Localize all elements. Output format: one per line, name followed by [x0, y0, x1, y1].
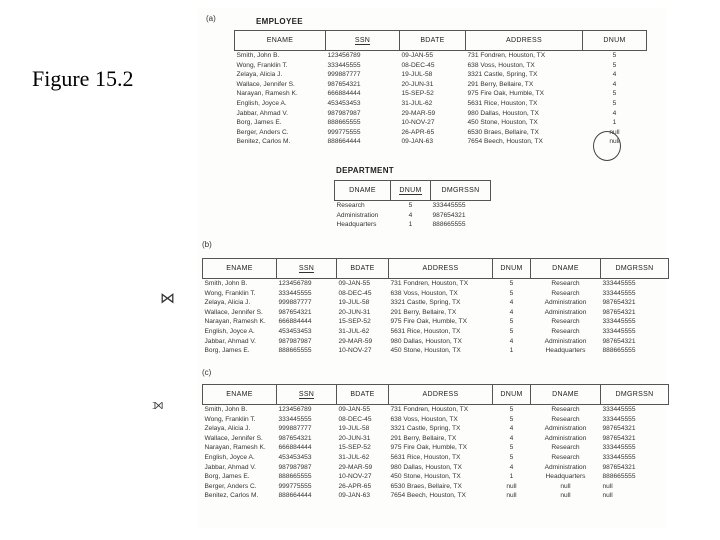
table-cell: 5 [509, 318, 514, 326]
table-cell: 987987987 [278, 337, 312, 345]
table-cell: 888664444 [278, 492, 312, 500]
table-row [335, 220, 491, 230]
col-header: ADDRESS [389, 259, 493, 279]
table-cell: Jabbar, Ahmad V. [236, 109, 288, 117]
table-cell: 333445555 [602, 406, 636, 413]
table-cell: 26-APR-65 [338, 482, 372, 490]
table-cell: Berger, Anders C. [236, 128, 289, 136]
col-header-key [326, 31, 400, 51]
part-b-label: (b) [202, 240, 212, 249]
part-c-label: (c) [202, 368, 212, 377]
table-cell: Headquarters [545, 347, 586, 355]
table-cell: Research [551, 327, 580, 335]
table-cell: Research [551, 406, 580, 413]
table-cell: 5 [509, 406, 514, 413]
figure-title: Figure 15.2 [32, 66, 134, 91]
table-cell: 975 Fire Oak, Humble, TX [390, 318, 467, 326]
table-cell: Administration [544, 308, 587, 316]
table-cell: 987654321 [602, 434, 636, 442]
table-row [203, 337, 669, 347]
table-cell: Smith, John B. [236, 52, 280, 59]
table-cell: Administration [544, 463, 587, 471]
table-cell: 19-JUL-58 [338, 425, 370, 433]
table-cell: Narayan, Ramesh K. [204, 318, 266, 326]
table-row [203, 463, 669, 473]
table-cell: 5 [612, 90, 617, 98]
col-header: DNUM [583, 31, 647, 51]
table-cell: 3321 Castle, Spring, TX [467, 71, 538, 79]
table-cell: Headquarters [336, 221, 377, 229]
table-cell: 975 Fire Oak, Humble, TX [390, 444, 467, 452]
table-cell: 5 [408, 202, 413, 209]
table-cell: 888665555 [278, 347, 312, 355]
table-cell: 638 Voss, Houston, TX [467, 61, 535, 69]
table-cell: 123456789 [278, 280, 312, 287]
table-cell: 980 Dallas, Houston, TX [467, 109, 539, 117]
col-header-label: SSN [298, 391, 315, 398]
table-cell: Wallace, Jennifer S. [236, 80, 295, 88]
table-cell: 987654321 [602, 463, 636, 471]
table-cell: 3321 Castle, Spring, TX [390, 299, 461, 307]
table-cell: Research [551, 444, 580, 452]
col-header: ADDRESS [389, 385, 493, 405]
table-row [203, 424, 669, 434]
table-cell: 29-MAR-59 [338, 337, 373, 345]
table-cell: 6530 Braes, Bellaire, TX [390, 482, 462, 490]
table-cell: 987654321 [278, 434, 312, 442]
col-header: DNAME [531, 259, 601, 279]
col-header-key [277, 385, 337, 405]
table-cell: null [506, 482, 517, 490]
join-result-body [203, 279, 669, 356]
table-cell: Wong, Franklin T. [204, 415, 256, 423]
table-cell: Wallace, Jennifer S. [204, 434, 263, 442]
table-cell: 333445555 [278, 415, 312, 423]
table-cell: 1 [509, 473, 514, 481]
table-cell: 19-JUL-58 [401, 71, 433, 79]
table-cell: Administration [544, 337, 587, 345]
table-cell: 333445555 [278, 289, 312, 297]
table-cell: Borg, James E. [236, 119, 282, 127]
table-cell: Headquarters [545, 473, 586, 481]
table-row [235, 61, 647, 71]
table-cell: 731 Fondren, Houston, TX [390, 406, 469, 413]
table-cell: 333445555 [602, 327, 636, 335]
join-result-table [202, 258, 669, 356]
table-cell: 999887777 [327, 71, 361, 79]
table-row [203, 482, 669, 492]
table-cell: 5 [509, 415, 514, 423]
col-header: ADDRESS [466, 31, 583, 51]
table-cell: 666884444 [327, 90, 361, 98]
table-cell: Narayan, Ramesh K. [236, 90, 298, 98]
table-cell: 4 [612, 109, 617, 117]
table-cell: 333445555 [602, 444, 636, 452]
table-cell: 4 [408, 211, 413, 219]
table-cell: 888665555 [432, 221, 466, 229]
table-cell: null [506, 492, 517, 500]
table-row [335, 201, 491, 211]
col-header: DNAME [335, 181, 391, 201]
table-cell: 5 [612, 99, 617, 107]
table-row [235, 137, 647, 147]
table-cell: 980 Dallas, Houston, TX [390, 463, 462, 471]
table-cell: 980 Dallas, Houston, TX [390, 337, 462, 345]
col-header-key [391, 181, 431, 201]
table-cell: null [609, 128, 620, 136]
table-cell: 987654321 [602, 308, 636, 316]
table-cell: 638 Voss, Houston, TX [390, 289, 458, 297]
table-cell: 999887777 [278, 299, 312, 307]
table-cell: 450 Stone, Houston, TX [390, 473, 461, 481]
table-cell: 731 Fondren, Houston, TX [390, 280, 469, 287]
table-cell: 5 [612, 61, 617, 69]
table-row [203, 298, 669, 308]
outer-join-result-body [203, 405, 669, 501]
table-cell: 333445555 [432, 202, 466, 209]
table-cell: Wallace, Jennifer S. [204, 308, 263, 316]
table-row [203, 346, 669, 356]
table-cell: Zelaya, Alicia J. [204, 299, 251, 307]
col-header: DNAME [531, 385, 601, 405]
table-cell: null [560, 482, 571, 490]
table-cell: 3321 Castle, Spring, TX [390, 425, 461, 433]
table-cell: 888665555 [278, 473, 312, 481]
employee-table-body [235, 51, 647, 147]
table-cell: 08-DEC-45 [401, 61, 435, 69]
table-cell: 987654321 [602, 337, 636, 345]
table-cell: 4 [509, 299, 514, 307]
table-cell: 15-SEP-52 [401, 90, 434, 98]
table-cell: 09-JAN-63 [401, 138, 434, 146]
table-cell: 987654321 [602, 299, 636, 307]
table-cell: Research [336, 202, 365, 209]
table-cell: 4 [509, 434, 514, 442]
table-cell: 999775555 [278, 482, 312, 490]
table-cell: 09-JAN-55 [401, 52, 434, 59]
table-row [235, 51, 647, 61]
table-cell: 987654321 [278, 308, 312, 316]
table-cell: 5 [509, 453, 514, 461]
table-cell: Zelaya, Alicia J. [236, 71, 283, 79]
table-cell: 20-JUN-31 [338, 434, 371, 442]
table-cell: Borg, James E. [204, 347, 250, 355]
table-cell: 29-MAR-59 [401, 109, 436, 117]
table-cell: Narayan, Ramesh K. [204, 444, 266, 452]
table-row [203, 327, 669, 337]
table-cell: English, Joyce A. [204, 327, 255, 335]
table-cell: 7654 Beech, Houston, TX [467, 138, 543, 146]
col-header: DNUM [493, 259, 531, 279]
table-cell: 666884444 [278, 444, 312, 452]
table-cell: 09-JAN-55 [338, 406, 371, 413]
table-row [203, 434, 669, 444]
table-cell: 333445555 [602, 318, 636, 326]
null-values-circle-annotation [593, 131, 621, 161]
table-cell: 5 [509, 327, 514, 335]
table-row [203, 279, 669, 289]
table-cell: 450 Stone, Houston, TX [467, 119, 538, 127]
table-cell: 5631 Rice, Houston, TX [390, 327, 461, 335]
table-cell: 09-JAN-63 [338, 492, 371, 500]
table-cell: 5 [509, 280, 514, 287]
table-cell: 6530 Braes, Bellaire, TX [467, 128, 539, 136]
table-cell: 450 Stone, Houston, TX [390, 347, 461, 355]
table-cell: 975 Fire Oak, Humble, TX [467, 90, 544, 98]
table-cell: Research [551, 318, 580, 326]
employee-table [234, 30, 647, 147]
col-header: DMGRSSN [601, 385, 669, 405]
table-cell: Administration [336, 211, 379, 219]
table-row [203, 491, 669, 501]
table-row [235, 70, 647, 80]
table-row [203, 317, 669, 327]
table-cell: 4 [509, 337, 514, 345]
table-cell: 333445555 [327, 61, 361, 69]
table-cell: 5 [509, 444, 514, 452]
table-cell: 123456789 [327, 52, 361, 59]
table-row [235, 128, 647, 138]
col-header: DMGRSSN [431, 181, 491, 201]
table-cell: 666884444 [278, 318, 312, 326]
table-row [203, 405, 669, 415]
table-cell: Wong, Franklin T. [204, 289, 256, 297]
table-cell: Smith, John B. [204, 280, 248, 287]
table-row [235, 80, 647, 90]
table-cell: 15-SEP-52 [338, 318, 371, 326]
table-cell: 31-JUL-62 [401, 99, 433, 107]
table-cell: 09-JAN-55 [338, 280, 371, 287]
table-cell: 20-JUN-31 [401, 80, 434, 88]
table-cell: 20-JUN-31 [338, 308, 371, 316]
table-cell: 888664444 [327, 138, 361, 146]
table-cell: 10-NOV-27 [338, 473, 372, 481]
table-row [203, 415, 669, 425]
col-header-label: DNUM [399, 187, 422, 194]
table-cell: 08-DEC-45 [338, 415, 372, 423]
table-cell: 291 Berry, Bellaire, TX [390, 308, 457, 316]
table-cell: 1 [509, 347, 514, 355]
table-cell: Administration [544, 425, 587, 433]
table-cell: Research [551, 280, 580, 287]
table-row [235, 89, 647, 99]
table-row [235, 118, 647, 128]
table-cell: 4 [612, 80, 617, 88]
table-cell: 999775555 [327, 128, 361, 136]
table-cell: Jabbar, Ahmad V. [204, 463, 256, 471]
table-cell: Jabbar, Ahmad V. [204, 337, 256, 345]
natural-join-symbol: ⋈ [160, 290, 175, 307]
table-cell: 638 Voss, Houston, TX [390, 415, 458, 423]
table-cell: 31-JUL-62 [338, 453, 370, 461]
table-cell: Borg, James E. [204, 473, 250, 481]
department-table-body [335, 201, 491, 230]
table-cell: Research [551, 415, 580, 423]
table-cell: 1 [408, 221, 413, 229]
table-row [203, 289, 669, 299]
table-cell: Wong, Franklin T. [236, 61, 288, 69]
col-header: ENAME [235, 31, 326, 51]
table-row [235, 109, 647, 119]
department-table-name: DEPARTMENT [336, 166, 394, 175]
table-cell: 4 [509, 425, 514, 433]
table-cell: 10-NOV-27 [401, 119, 435, 127]
col-header-key [277, 259, 337, 279]
table-cell: Benitez, Carlos M. [204, 492, 259, 500]
table-cell: null [602, 482, 613, 490]
col-header: ENAME [203, 259, 277, 279]
table-cell: null [560, 492, 571, 500]
table-row [335, 211, 491, 221]
table-cell: 731 Fondren, Houston, TX [467, 52, 546, 59]
table-cell: 333445555 [602, 453, 636, 461]
table-cell: 291 Berry, Bellaire, TX [467, 80, 534, 88]
table-cell: 987987987 [278, 463, 312, 471]
table-cell: 08-DEC-45 [338, 289, 372, 297]
table-cell: 5631 Rice, Houston, TX [390, 453, 461, 461]
table-row [203, 443, 669, 453]
table-cell: null [602, 492, 613, 500]
table-cell: English, Joyce A. [236, 99, 287, 107]
department-table [334, 180, 491, 230]
col-header: DMGRSSN [601, 259, 669, 279]
outer-join-result-table [202, 384, 669, 501]
table-cell: 29-MAR-59 [338, 463, 373, 471]
table-cell: 888665555 [327, 119, 361, 127]
part-a-label: (a) [206, 14, 216, 23]
col-header-label: SSN [354, 37, 371, 44]
table-row [203, 472, 669, 482]
table-cell: 1 [612, 119, 617, 127]
table-cell: 5631 Rice, Houston, TX [467, 99, 538, 107]
table-cell: 888665555 [602, 473, 636, 481]
table-cell: Research [551, 289, 580, 297]
table-cell: 4 [509, 463, 514, 471]
left-outer-join-symbol: ⟕ [152, 396, 164, 413]
table-cell: 987654321 [327, 80, 361, 88]
table-cell: 888665555 [602, 347, 636, 355]
table-cell: 4 [509, 308, 514, 316]
table-cell: 123456789 [278, 406, 312, 413]
table-cell: null [609, 138, 620, 146]
table-cell: 19-JUL-58 [338, 299, 370, 307]
table-cell: 10-NOV-27 [338, 347, 372, 355]
table-cell: 291 Berry, Bellaire, TX [390, 434, 457, 442]
table-cell: 7654 Beech, Houston, TX [390, 492, 466, 500]
table-cell: English, Joyce A. [204, 453, 255, 461]
col-header: BDATE [400, 31, 466, 51]
table-row [203, 308, 669, 318]
table-cell: Administration [544, 434, 587, 442]
table-cell: 4 [612, 71, 617, 79]
table-cell: 987654321 [432, 211, 466, 219]
table-cell: Zelaya, Alicia J. [204, 425, 251, 433]
table-cell: 453453453 [327, 99, 361, 107]
table-cell: 999887777 [278, 425, 312, 433]
table-row [235, 99, 647, 109]
table-cell: 5 [612, 52, 617, 59]
table-cell: 5 [509, 289, 514, 297]
table-cell: Berger, Anders C. [204, 482, 257, 490]
table-cell: Smith, John B. [204, 406, 248, 413]
table-cell: 26-APR-65 [401, 128, 435, 136]
table-cell: 15-SEP-52 [338, 444, 371, 452]
col-header: ENAME [203, 385, 277, 405]
col-header-label: SSN [298, 265, 315, 272]
table-cell: Research [551, 453, 580, 461]
table-cell: 31-JUL-62 [338, 327, 370, 335]
table-cell: 987654321 [602, 425, 636, 433]
table-cell: 453453453 [278, 327, 312, 335]
employee-table-name: EMPLOYEE [256, 17, 303, 26]
table-cell: 333445555 [602, 280, 636, 287]
table-row [203, 453, 669, 463]
table-cell: 987987987 [327, 109, 361, 117]
table-cell: Benitez, Carlos M. [236, 138, 291, 146]
table-cell: Administration [544, 299, 587, 307]
col-header: DNUM [493, 385, 531, 405]
table-cell: 333445555 [602, 289, 636, 297]
table-cell: 453453453 [278, 453, 312, 461]
table-cell: 333445555 [602, 415, 636, 423]
col-header: BDATE [337, 259, 389, 279]
col-header: BDATE [337, 385, 389, 405]
